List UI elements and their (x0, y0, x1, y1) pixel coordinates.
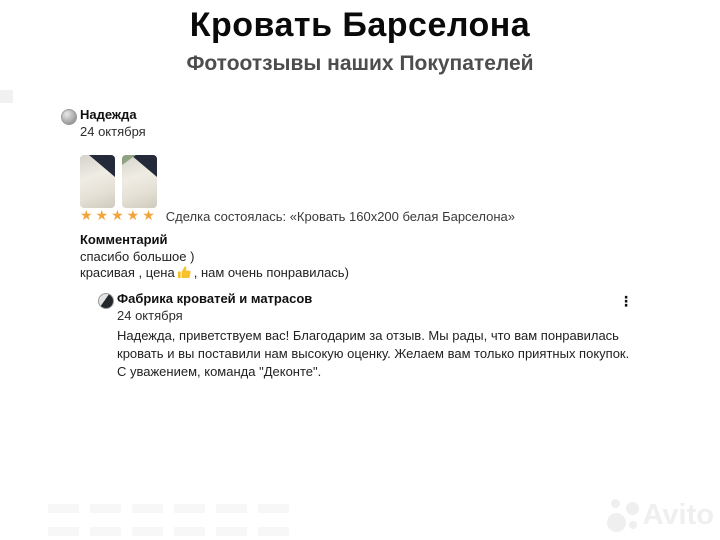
review-photo-2[interactable] (122, 155, 157, 208)
page-title: Кровать Барселона (189, 6, 531, 44)
comment-label: Комментарий (80, 232, 168, 247)
screenshot-edge-artifact (0, 90, 13, 103)
reviewer-avatar (61, 109, 77, 125)
faded-dash-row-1 (48, 504, 289, 513)
star-rating-icons: ★★★★★ (80, 208, 158, 224)
page-subtitle: Фотоотзывы наших Покупателей (186, 52, 534, 75)
deal-status-text: Сделка состоялась: «Кровать 160х200 белая Барселона» (165, 208, 515, 224)
review-photo-row (80, 155, 157, 208)
avito-watermark (607, 498, 714, 532)
thumbs-up-icon (177, 265, 192, 280)
comment-text-line1: спасибо большое ) (80, 249, 195, 264)
avito-watermark-text: Avito (642, 498, 714, 531)
reviewer-name: Надежда (80, 107, 137, 122)
seller-name: Фабрика кроватей и матрасов (117, 291, 313, 306)
kebab-menu-icon[interactable]: ⋮ (619, 294, 633, 310)
comment-line2-after: , нам очень понравилась) (193, 265, 349, 280)
comment-line2-before: красивая , цена (80, 265, 175, 280)
reply-text: Надежда, приветствуем вас! Благодарим за отзыв. Мы рады, что вам понравилась кровать и вы поставили нам высокую оценку. Желаем вам только приятных покупок. С уважением, команда "Деконте". (117, 328, 630, 379)
seller-avatar (98, 293, 114, 309)
review-date: 24 октября (80, 124, 146, 139)
rating-row (80, 208, 515, 224)
faded-dash-row-2 (48, 527, 289, 536)
reply-date: 24 октября (117, 308, 183, 323)
comment-text-line2 (80, 265, 349, 280)
review-photo-1[interactable] (80, 155, 115, 208)
avito-logo-icon (607, 498, 641, 532)
